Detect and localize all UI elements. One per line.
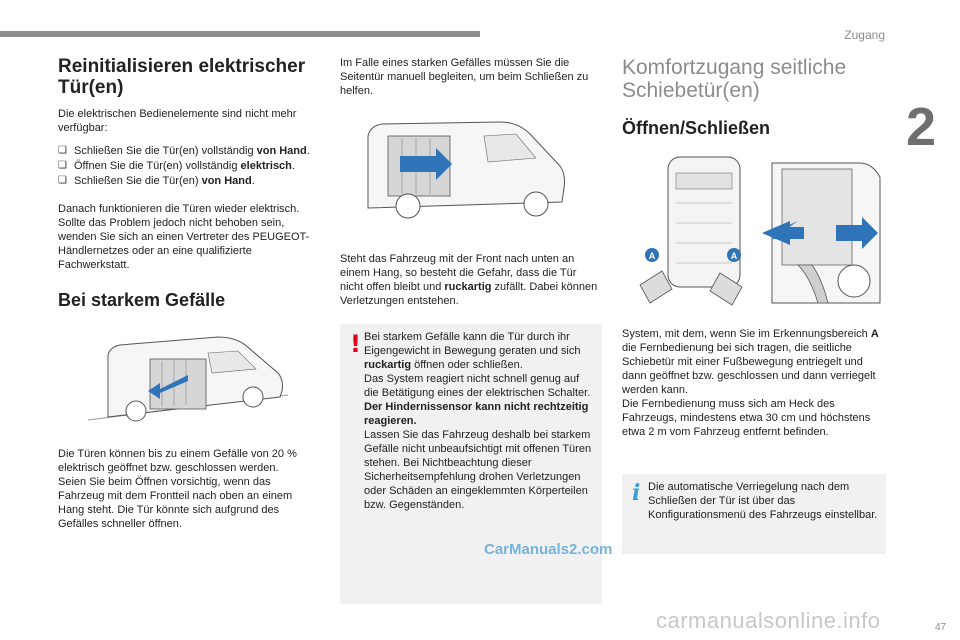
step-item: ❏ Schließen Sie die Tür(en) von Hand. [58, 175, 255, 187]
slope-text: Die Türen können bis zu einem Gefälle von 20 % elektrisch geöffnet bzw. geschlossen werden. Seien Sie beim Öffnen vorsichtig, wenn das Fahrzeug mit dem Frontteil nach oben an einem Hang steht. Die Tür könnte sich aufgrund des Gefälles schneller öffnen. [58, 448, 297, 530]
reinit-after: Danach funktionieren die Türen wieder elektrisch. Sollte das Problem jedoch nicht behoben sein, wenden Sie sich an einen Vertreter des PEUGEOT-Händlernetzes oder an eine qualifizierte Fachwerkstatt. [58, 203, 310, 271]
info-box [622, 474, 886, 554]
warning-box [340, 324, 602, 604]
reinit-intro: Die elektrischen Bedienelemente sind nicht mehr verfügbar: [58, 108, 297, 134]
watermark-small: CarManuals2.com [484, 541, 613, 558]
comfort-system-text: System, mit dem, wenn Sie im Erkennungsbereich A die Fernbedienung bei sich tragen, die seitliche Schiebetür mit einer Fußbewegung entriegelt und dann geöffnet bzw. geschlossen und dann verriegelt werden kann. Die Fernbedienung muss sich am Heck des Fahrzeugs, mindestens etwa 30 cm und höchstens etwa 2 m vom Fahrzeug entfernt befinden. [622, 328, 879, 438]
column-right [622, 56, 886, 439]
comfort-access-title: Komfortzugang seitliche Schiebetür(en) [622, 56, 847, 102]
comfort-access-illustration [622, 153, 886, 321]
svg-text:A: A [648, 251, 656, 261]
info-icon: i [632, 480, 641, 506]
checkbox-icon: ❏ [58, 145, 67, 156]
info-text: Die automatische Verriegelung nach dem Schließen der Tür ist über das Konfigurationsmenü des Fahrzeugs einstellbar. [648, 481, 878, 521]
open-close-heading: Öffnen/Schließen [622, 118, 771, 138]
watermark-large: carmanualsonline.info [656, 608, 881, 633]
sliding-door [782, 169, 852, 265]
front-wheel [524, 192, 548, 216]
page-number: 47 [935, 622, 947, 633]
svg-text:A: A [730, 251, 738, 261]
front-down-text: Steht das Fahrzeug mit der Front nach unten an einem Hang, so besteht die Gefahr, dass die Tür nicht offen bleibt und ruckartig zufällt. Dabei können Verletzungen entstehen. [340, 253, 598, 307]
manual-guide-text: Im Falle eines starken Gefälles müssen Sie die Seitentür manuell begleiten, um beim Schließen zu helfen. [340, 57, 589, 97]
remote-key-icon [640, 271, 672, 303]
van-door-closing-illustration [360, 116, 570, 226]
header-bar [0, 31, 480, 37]
column-left [58, 56, 318, 531]
checkbox-icon: ❏ [58, 175, 67, 186]
slope-heading: Bei starkem Gefälle [58, 290, 226, 310]
step-item: ❏ Schließen Sie die Tür(en) vollständig von Hand. [58, 145, 310, 157]
warning-icon: ! [350, 330, 361, 358]
warning-text: Bei starkem Gefälle kann die Tür durch ihr Eigengewicht in Bewegung geraten und sich ruckartig öffnen oder schließen. Das System reagiert nicht schnell genug auf die Betätigung eines der elektrischen Schalter. Der Hindernissensor kann nicht rechtzeitig reagieren. Lassen Sie das Fahrzeug deshalb bei starkem Gefälle nicht unbeaufsichtigt mit offenen Türen stehen. Bei Nichtbeachtung dieser Sicherheitsempfehlung drohen Verletzungen oder Schäden an eingeklemmten Körperteilen bzw. Gegenständen. [364, 331, 592, 511]
rear-wheel [396, 194, 420, 218]
reinit-steps [58, 144, 318, 188]
reinit-title: Reinitialisieren elektrischer Tür(en) [58, 56, 306, 98]
chapter-number: 2 [906, 97, 937, 157]
rear-wheel [838, 265, 870, 297]
front-wheel [243, 387, 263, 407]
checkbox-icon: ❏ [58, 160, 67, 171]
van-slope-illustration [88, 325, 288, 425]
column-middle [340, 56, 602, 308]
section-label: Zugang [844, 28, 885, 42]
step-item: ❏ Öffnen Sie die Tür(en) vollständig elektrisch. [58, 160, 295, 172]
rear-wheel [126, 401, 146, 421]
